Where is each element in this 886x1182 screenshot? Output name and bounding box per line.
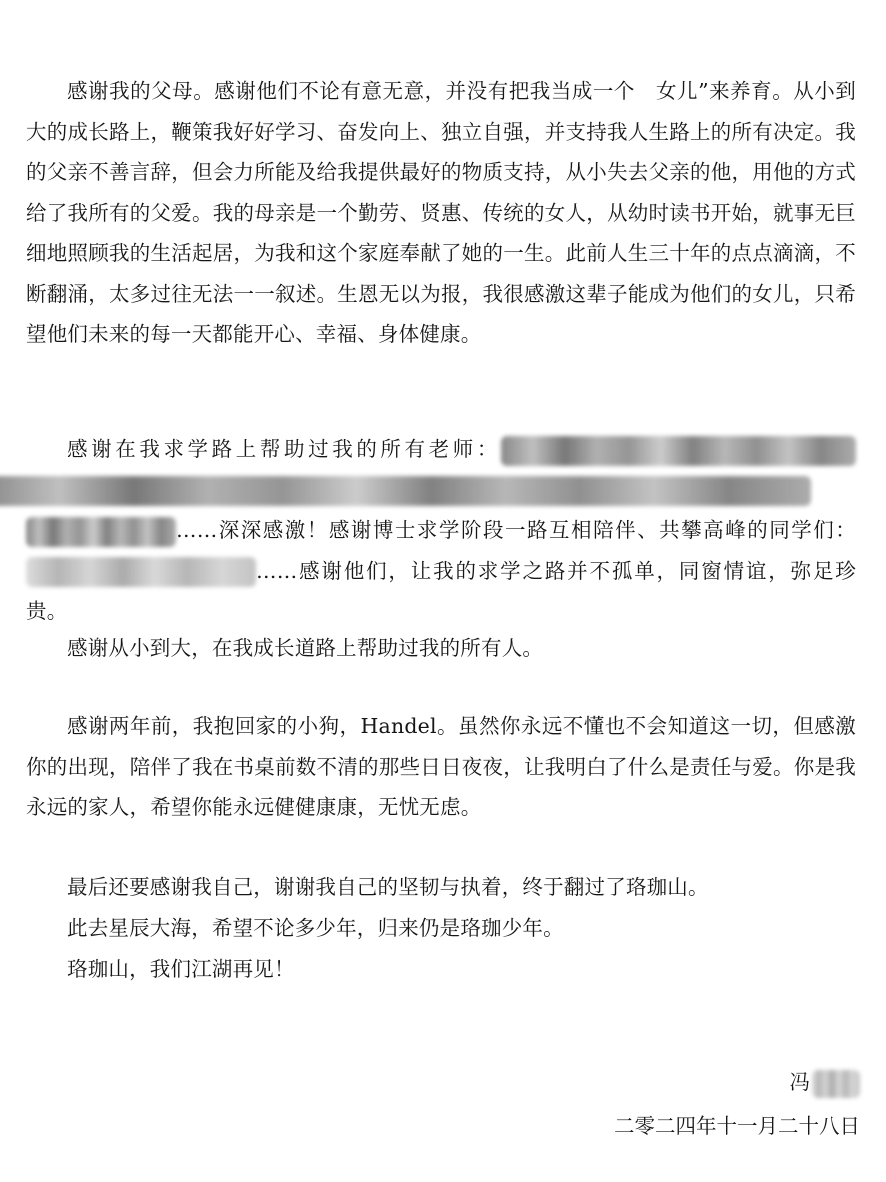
- paragraph-everyone: 感谢从小到大，在我成长道路上帮助过我的所有人。: [67, 636, 544, 660]
- teachers-intro: 感谢在我求学路上帮助过我的所有老师：: [67, 437, 501, 461]
- paragraph-dog: 感谢两年前，我抱回家的小狗，Handel。虽然你永远不懂也不会知道这一切，但感激你的出现，陪伴了我在书桌前数不清的那些日日夜夜，让我明白了什么是责任与爱。你是我永远的家人，希望你能永远健健康康，无忧无虑。: [26, 714, 856, 819]
- paragraph-self-2: 此去星辰大海，希望不论多少年，归来仍是珞珈少年。: [67, 916, 564, 940]
- signature-date: 二零二四年十一月二十八日: [614, 1114, 860, 1138]
- redacted-teacher-names-line2: [0, 476, 811, 506]
- signature-name: [790, 1064, 861, 1100]
- paragraph-teachers: [26, 429, 856, 632]
- redacted-teacher-names: [501, 436, 856, 466]
- signature-surname: 冯: [789, 1070, 810, 1094]
- classmates-after: ……感谢他们，让我的求学之路并不孤单，同窗情谊，弥足珍贵。: [26, 558, 856, 623]
- redacted-classmate-names: [26, 557, 256, 587]
- paragraph-self-1: 最后还要感谢我自己，谢谢我自己的坚韧与执着，终于翻过了珞珈山。: [67, 875, 709, 899]
- redacted-given-name: [812, 1070, 860, 1098]
- redacted-teacher-names-line3: [26, 517, 176, 547]
- teachers-after: ……深深感激！感谢博士求学阶段一路互相陪伴、共攀高峰的同学们：: [176, 518, 856, 542]
- paragraph-parents: 感谢我的父母。感谢他们不论有意无意，并没有把我当成一个 女儿”来养育。从小到大的成长路上，鞭策我好好学习、奋发向上、独立自强，并支持我人生路上的所有决定。我的父亲不善言辞，但会力所能及给我提供最好的物质支持，从小失去父亲的他，用他的方式给了我所有的父爱。我的母亲是一个勤劳、贤惠、传统的女人，从幼时读书开始，就事无巨细地照顾我的生活起居，为我和这个家庭奉献了她的一生。此前人生三十年的点点滴滴，不断翻涌，太多过往无法一一叙述。生恩无以为报，我很感激这辈子能成为他们的女儿，只希望他们未来的每一天都能开心、幸福、身体健康。: [26, 79, 856, 346]
- paragraph-self-3: 珞珈山，我们江湖再见！: [67, 957, 295, 981]
